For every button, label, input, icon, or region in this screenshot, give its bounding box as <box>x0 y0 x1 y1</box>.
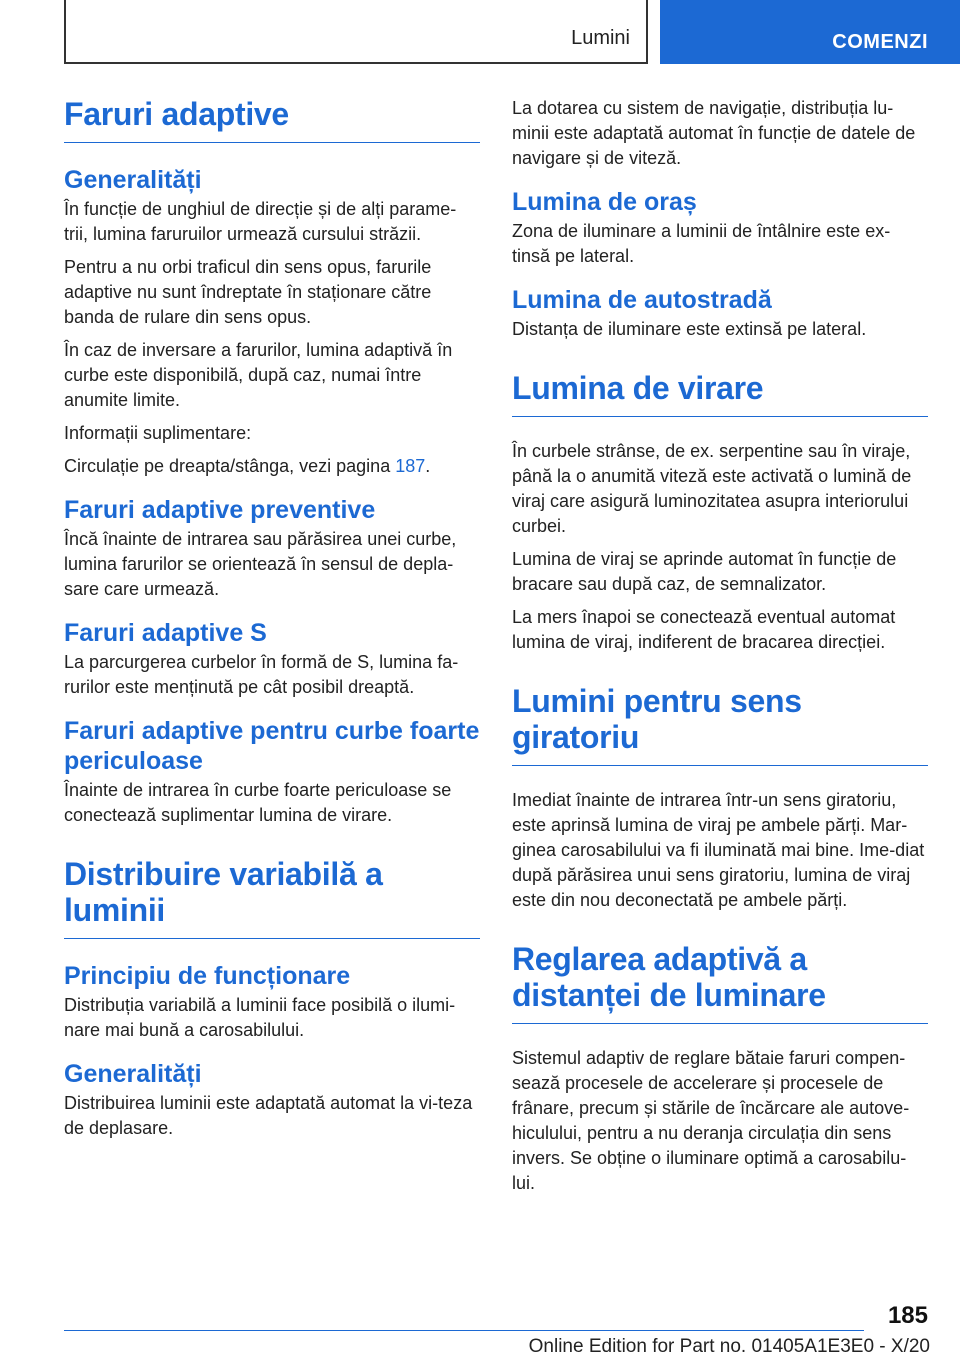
paragraph: La dotarea cu sistem de navigație, distribuția lu-minii este adaptată automat în funcție de datele de navigare și de viteză. <box>512 98 916 168</box>
heading-faruri-s: Faruri adaptive S <box>64 619 267 647</box>
paragraph: Lumina de viraj se aprinde automat în funcție de bracare sau după caz, de semnalizator. <box>512 549 897 594</box>
heading-faruri-adaptive: Faruri adaptive <box>64 96 480 143</box>
heading-generalitati-1: Generalități <box>64 166 202 194</box>
paragraph-with-link <box>64 454 480 479</box>
paragraph: În curbele strânse, de ex. serpentine sau în viraje, până la o anumită viteză este activată o lumină de viraj care asigură luminozitatea asupra interiorului curbei. <box>512 441 912 536</box>
heading-lumina-oras: Lumina de oraș <box>512 188 697 216</box>
paragraph: Sistemul adaptiv de reglare bătaie faruri compen-sează procesele de accelerare și procesele de frânare, precum și stările de încărcare ale autove-hiculului, pentru a nu deranja circulația din sens invers. Se obține o iluminare optimă a carosabilu-lui. <box>512 1048 910 1193</box>
header-section-box <box>64 0 648 64</box>
paragraph: La parcurgerea curbelor în formă de S, lumina fa-rurilor este menținută pe cât posibil dreaptă. <box>64 652 459 697</box>
chapter-tab-label: COMENZI <box>832 31 928 53</box>
heading-distribuire-variabila: Distribuire variabilă a luminii <box>64 856 480 939</box>
left-column <box>64 96 480 1149</box>
paragraph: Informații suplimentare: <box>64 423 252 443</box>
right-column <box>512 96 928 1204</box>
footer-edition: Online Edition for Part no. 01405A1E3E0 - X/20 <box>528 1336 930 1357</box>
heading-faruri-preventive: Faruri adaptive preventive <box>64 496 376 524</box>
heading-lumina-virare: Lumina de virare <box>512 370 928 417</box>
heading-principiu: Principiu de funcționare <box>64 962 351 990</box>
paragraph: Distanța de iluminare este extinsă pe lateral. <box>512 319 867 339</box>
heading-curbe-periculoase: Faruri adaptive pentru curbe foarte periculoase <box>64 717 480 775</box>
paragraph: Zona de iluminare a luminii de întâlnire este ex-tinsă pe lateral. <box>512 221 891 266</box>
heading-reglarea-adaptiva: Reglarea adaptivă a distanței de luminare <box>512 941 928 1024</box>
paragraph: Imediat înainte de intrarea într-un sens giratoriu, este aprinsă lumina de viraj pe ambele părți. Mar-ginea carosabilului va fi iluminată mai bine. Ime-diat după părăsirea unui sens giratoriu, lumina de viraj este din nou deconectată pe ambele părți. <box>512 790 925 910</box>
heading-generalitati-2: Generalități <box>64 1060 202 1088</box>
paragraph: La mers înapoi se conectează eventual automat lumina de viraj, indiferent de bracarea direcției. <box>512 607 896 652</box>
paragraph: Înainte de intrarea în curbe foarte periculoase se conectează suplimentar lumina de virare. <box>64 780 452 825</box>
paragraph: În caz de inversare a farurilor, lumina adaptivă în curbe este disponibilă, după caz, numai între anumite limite. <box>64 340 453 410</box>
paragraph-text: Circulație pe dreapta/stânga, vezi pagina <box>64 456 396 476</box>
paragraph: Distribuția variabilă a luminii face posibilă o ilumi-nare mai bună a carosabilului. <box>64 995 456 1040</box>
paragraph: În funcție de unghiul de direcție și de alți parame-trii, lumina faruruilor urmează cursului străzii. <box>64 199 457 244</box>
heading-sens-giratoriu: Lumini pentru sens giratoriu <box>512 683 928 766</box>
paragraph: Pentru a nu orbi traficul din sens opus, farurile adaptive nu sunt îndreptate în staționare către banda de rulare din sens opus. <box>64 257 432 327</box>
paragraph-end: . <box>425 456 431 476</box>
chapter-tab[interactable] <box>660 0 960 64</box>
heading-lumina-autostrada: Lumina de autostradă <box>512 286 772 314</box>
page-reference-link[interactable]: 187 <box>395 456 426 476</box>
footer-divider <box>64 1330 864 1331</box>
page-number: 185 <box>887 1302 928 1329</box>
paragraph: Încă înainte de intrarea sau părăsirea unei curbe, lumina farurilor se orientează în sensul de depla-sare care urmează. <box>64 529 457 599</box>
paragraph: Distribuirea luminii este adaptată automat la vi-teza de deplasare. <box>64 1093 473 1138</box>
section-title: Lumini <box>571 27 630 49</box>
